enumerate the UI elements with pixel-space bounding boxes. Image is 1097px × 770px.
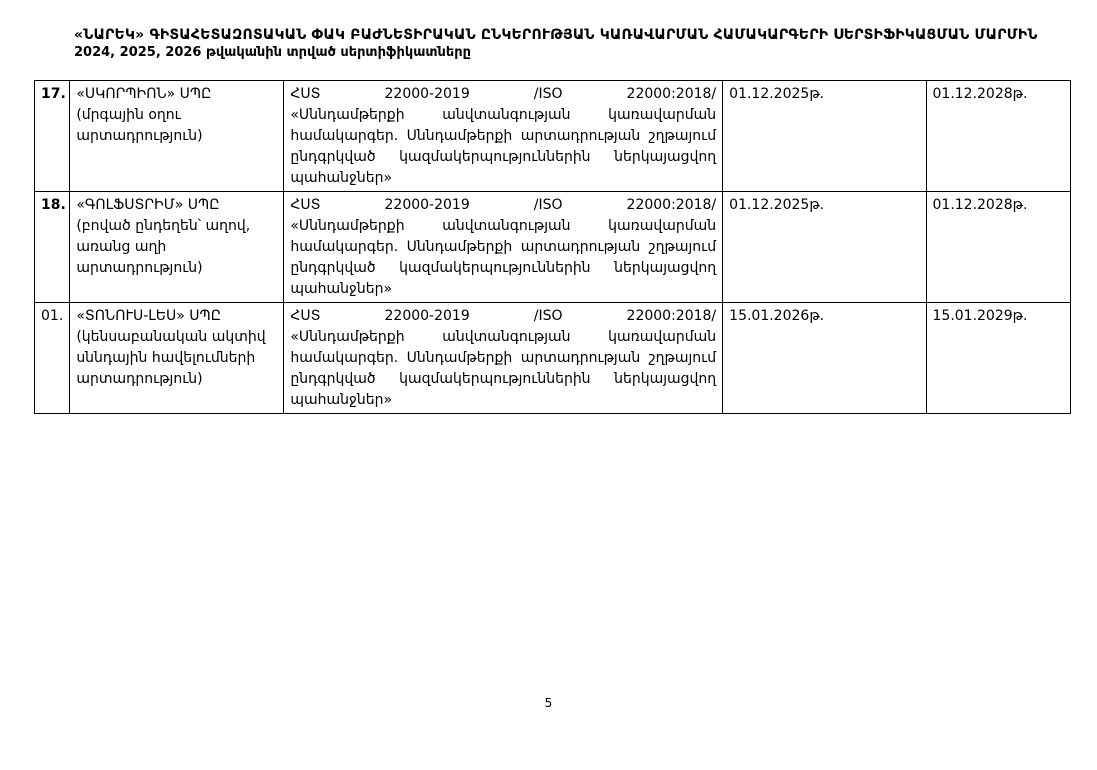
standard-code-part: ՀՍՏ: [290, 197, 321, 213]
standard-code-part: 22000-2019: [384, 197, 470, 213]
standard-code-part: ՀՍՏ: [290, 308, 321, 324]
issue-date: 01.12.2025թ.: [723, 81, 926, 192]
issue-date: 01.12.2025թ.: [723, 192, 926, 303]
standard-code: [290, 306, 716, 327]
standard-code-part: 22000-2019: [384, 308, 470, 324]
standard-code-part: /ISO: [533, 308, 563, 324]
standard-code-part: /ISO: [533, 86, 563, 102]
standard-code-part: 22000:2018/: [626, 86, 717, 102]
organization-activity: (կենսաբանական ակտիվ սննդային հավելումների արտադրություն): [76, 329, 266, 387]
standard-code-part: ՀՍՏ: [290, 86, 321, 102]
organization-name: «ՏՈՆՈՒՍ-ԼԵՍ» ՍՊԸ: [76, 308, 221, 324]
standard-cell: [284, 81, 723, 192]
standard-code-part: /ISO: [533, 197, 563, 213]
document-header: [74, 26, 1074, 62]
standard-title: «Սննդամթերքի անվտանգության կառավարման համակարգեր. Սննդամթերքի արտադրության շղթայում ընդգրկված կազմակերպություններին ներկայացվող պահանջներ»: [290, 329, 717, 408]
row-number: 18.: [35, 192, 70, 303]
standard-cell: [284, 192, 723, 303]
standard-cell: [284, 303, 723, 414]
table-row: [35, 192, 1071, 303]
standard-title: «Սննդամթերքի անվտանգության կառավարման համակարգեր. Սննդամթերքի արտադրության շղթայում ընդգրկված կազմակերպություններին ներկայացվող պահանջներ»: [290, 107, 717, 186]
organization-activity: (բոված ընդեղեն՝ աղով, առանց աղի արտադրություն): [76, 218, 251, 276]
row-number: 01.: [35, 303, 70, 414]
table-row: [35, 303, 1071, 414]
issue-date: 15.01.2026թ.: [723, 303, 926, 414]
expiry-date: 01.12.2028թ.: [926, 192, 1071, 303]
standard-code: [290, 195, 716, 216]
document-title: «ՆԱՐԵԿ» ԳԻՏԱՀԵՏԱԶՈՏԱԿԱՆ ՓԱԿ ԲԱԺՆԵՏԻՐԱԿԱՆ ԸՆԿԵՐՈՒԹՅԱՆ ԿԱՌԱՎԱՐՄԱՆ ՀԱՄԱԿԱՐԳԵՐԻ ՍԵՐՏԻՖԻԿԱՑՄԱՆ ՄԱՐՄԻՆ: [74, 27, 1038, 43]
organization-name: «ՍԿՈՐՊԻՈՆ» ՍՊԸ: [76, 86, 212, 102]
certificates-table: [34, 80, 1071, 414]
standard-code: [290, 84, 716, 105]
standard-code-part: 22000:2018/: [626, 197, 717, 213]
document-subtitle: 2024, 2025, 2026 թվականին տրված սերտիֆիկատները: [74, 45, 471, 60]
organization-activity: (մրգային օղու արտադրություն): [76, 107, 203, 144]
organization-cell: [70, 192, 284, 303]
standard-code-part: 22000-2019: [384, 86, 470, 102]
page-number: 5: [544, 696, 553, 710]
expiry-date: 15.01.2029թ.: [926, 303, 1071, 414]
standard-title: «Սննդամթերքի անվտանգության կառավարման համակարգեր. Սննդամթերքի արտադրության շղթայում ընդգրկված կազմակերպություններին ներկայացվող պահանջներ»: [290, 218, 717, 297]
row-number: 17.: [35, 81, 70, 192]
standard-code-part: 22000:2018/: [626, 308, 717, 324]
organization-cell: [70, 81, 284, 192]
expiry-date: 01.12.2028թ.: [926, 81, 1071, 192]
table-row: [35, 81, 1071, 192]
organization-cell: [70, 303, 284, 414]
organization-name: «ԳՈԼՖՍՏՐԻՄ» ՍՊԸ: [76, 197, 220, 213]
